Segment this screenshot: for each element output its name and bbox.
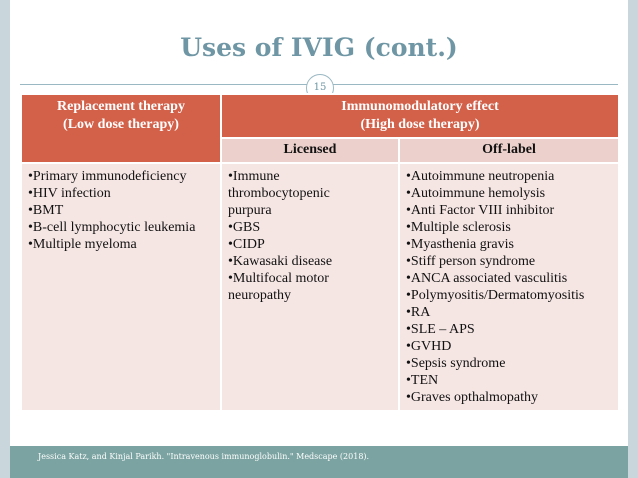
right-border	[628, 0, 638, 478]
replacement-cell	[21, 163, 221, 411]
licensed-cell	[221, 163, 399, 411]
replacement-therapy-header-line1: Replacement therapy	[57, 99, 185, 114]
list-item: •HIV infection	[28, 186, 111, 201]
list-item: •BMT	[28, 203, 64, 218]
list-item: •CIDP	[228, 237, 265, 252]
citation-text: Jessica Katz, and Kinjal Parikh. "Intravenous immunoglobulin." Medscape (2018).	[38, 452, 370, 461]
list-item: •Kawasaki disease	[228, 254, 333, 269]
list-item: •Multifocal motor	[228, 271, 329, 286]
list-item: •Myasthenia gravis	[406, 237, 514, 252]
list-item: •Autoimmune neutropenia	[406, 169, 555, 184]
list-item: purpura	[228, 203, 272, 218]
offlabel-cell	[399, 163, 619, 411]
immunomodulatory-header-line1: Immunomodulatory effect	[341, 99, 499, 114]
slide-title: Uses of IVIG (cont.)	[180, 33, 458, 62]
list-item: •Multiple sclerosis	[406, 220, 511, 235]
list-item: •Multiple myeloma	[28, 237, 137, 252]
immunomodulatory-header	[221, 94, 619, 138]
list-item: •Autoimmune hemolysis	[406, 186, 546, 201]
list-item: •RA	[406, 305, 431, 320]
licensed-header: Licensed	[221, 138, 399, 163]
page-number: 15	[306, 74, 334, 102]
list-item: thrombocytopenic	[228, 186, 330, 201]
list-item: •Anti Factor VIII inhibitor	[406, 203, 555, 218]
replacement-therapy-header-line2: (Low dose therapy)	[63, 117, 179, 132]
list-item: •Sepsis syndrome	[406, 356, 506, 371]
list-item: •Polymyositis/Dermatomyositis	[406, 288, 585, 303]
list-item: •ANCA associated vasculitis	[406, 271, 568, 286]
list-item: •Primary immunodeficiency	[28, 169, 187, 184]
list-item: •Graves opthalmopathy	[406, 390, 539, 405]
list-item: •SLE – APS	[406, 322, 475, 337]
list-item: neuropathy	[228, 288, 291, 303]
offlabel-header: Off-label	[399, 138, 619, 163]
list-item: •TEN	[406, 373, 439, 388]
list-item: •Immune	[228, 169, 280, 184]
list-item: •B-cell lymphocytic leukemia	[28, 220, 196, 235]
footer-bar	[10, 446, 628, 478]
replacement-therapy-header	[21, 94, 221, 163]
left-border	[0, 0, 10, 478]
ivig-uses-table	[20, 93, 620, 412]
immunomodulatory-header-line2: (High dose therapy)	[360, 117, 480, 132]
list-item: •GVHD	[406, 339, 452, 354]
list-item: •GBS	[228, 220, 261, 235]
list-item: •Stiff person syndrome	[406, 254, 536, 269]
